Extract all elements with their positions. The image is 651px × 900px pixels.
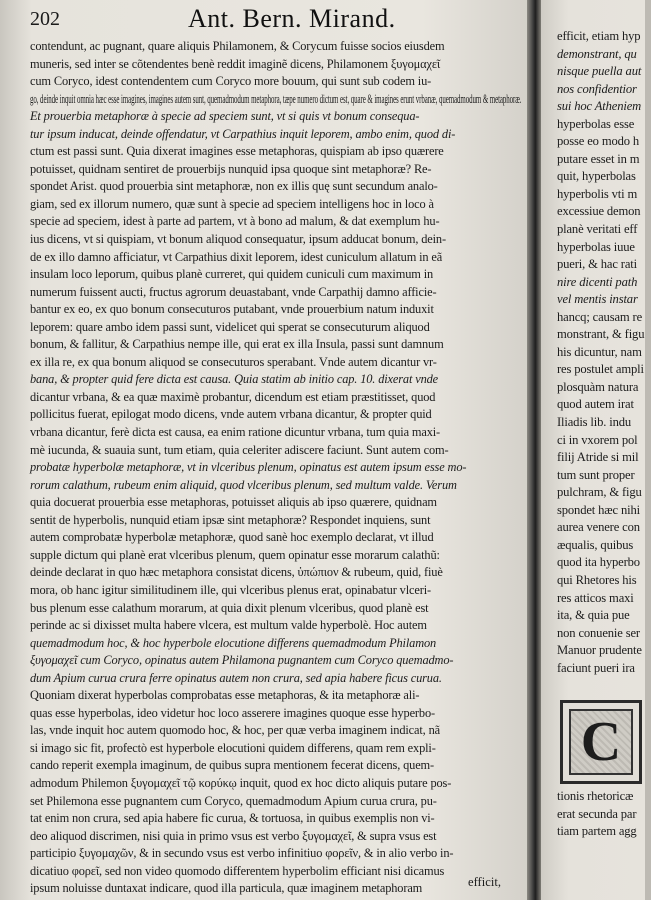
text-line: efficit, etiam hyp: [557, 29, 641, 43]
text-line: ius dicens, vt si quispiam, vt bonum aliquod consequatur, ipsum adducat bonum, dein-: [30, 232, 446, 247]
text-line: Iliadis lib. indu: [557, 415, 632, 430]
text-line: si imago sic fit, profectò est hyperbole elocutioni quidem differens, quam rem expli-: [30, 740, 436, 755]
text-line: las, vnde inquit hoc autem quomodo hoc, & hoc, per quæ verba imaginem indicat, nã: [30, 723, 440, 738]
text-line: res atticos maxi: [557, 590, 634, 605]
text-line: sui hoc Atheniem: [557, 99, 642, 114]
text-line: ex illa re, ex qua bonum aliquod se consecuturos sperabant. Vnde autem dicantur vr-: [30, 354, 437, 369]
text-line: hyperbolis vti m: [557, 186, 638, 201]
text-line: sentit de hyperbolis, nunquid etiam ipsæ sint metaphoræ? Respondet inquiens, sunt: [30, 512, 431, 527]
text-line: numerum fuissent aucti, fructus agrorum deuastabant, vnde Carpathij damno afficie-: [30, 284, 437, 299]
text-line: putare esset in m: [557, 151, 640, 166]
text-line: faciunt pueri ira: [557, 660, 635, 675]
text-line: admodum Philemon ξυγομαχεῖ τῷ κορύκῳ inquit, quod ex hoc dicto aliquis putare pos-: [30, 775, 452, 790]
text-line: de ex illo damno afficiatur, vt Carpathius dixit leporem, idest cuniculum allatum in eã: [30, 249, 443, 264]
text-line: æqualis, quibus: [557, 537, 634, 552]
text-line: his dicuntur, nam: [557, 344, 642, 359]
text-line: specie ad speciem, idest à parte ad partem, vt à bono ad malum, & dat exemplum hu-: [30, 214, 440, 229]
text-line: spondet Arist. quod prouerbia sint metaphoræ, non ex illis quę sunt secundum analo-: [30, 179, 438, 194]
text-line: pollicitus fuerat, epilogat modo dicens, vnde autem vrbana dicantur, & propter quid: [30, 407, 432, 422]
text-line: tat enim non crura, sed apia habere fic curua, & tortuosa, in quibus exemplis non vi-: [30, 811, 435, 826]
text-line: cando reperit exempla imaginum, de quibus supra mentionem fecerat dicens, quem-: [30, 758, 435, 773]
text-line: participio ξυγομαχῶν, & in secundo vsus est verbo infinitiuo φορεῖν, & in alio verbo in-: [30, 846, 454, 861]
text-line: perinde ac si dixisset multa habere vlcera, est multum valde hyperbolè. Hoc autem: [30, 618, 427, 633]
text-line: quod ita hyperbo: [557, 555, 640, 570]
text-line: autem comprobatæ hyperbolæ metaphoræ, quod sanè hoc exemplo declarat, vt illud: [30, 530, 434, 545]
text-line: dicatiuo φορεῖ, sed non video quomodo differentem hyperbolim efficiant nisi dicamus: [30, 863, 445, 878]
text-line: aurea venere con: [557, 520, 640, 535]
text-line: rorum calathum, rubeum enim aliquid, quod vlceribus plenum, sed multum valde. Verum: [30, 477, 457, 492]
page-header: [0, 2, 528, 36]
text-line: qui Rhetores his: [557, 572, 637, 587]
text-line: quod autem irat: [557, 397, 634, 412]
text-line: bonum, & fallitur, & Carpathius nempe ille, qui erat ex illa Insula, passi sunt damnum: [30, 337, 444, 352]
text-line: ctum est passi sunt. Quia dixerat imagines esse metaphoras, quispiam ab ipso quærere: [30, 144, 444, 159]
text-line: supple dictum qui planè erat vlceribus plenum, quem opinatur esse morarum calathũ:: [30, 547, 440, 562]
text-line: plosquàm natura: [557, 379, 639, 394]
running-title: Ant. Bern. Mirand.: [188, 4, 396, 33]
text-line: hyperbolas iuue: [557, 239, 635, 254]
text-line: ci in vxorem pol: [557, 432, 638, 447]
text-line: posse eo modo h: [557, 134, 640, 149]
text-line: spondet hæc nihi: [557, 502, 640, 517]
decorated-initial: [560, 700, 642, 784]
text-line: dum Apium curua crura ferre opinatus autem non crura, sed apia habere ficus curua.: [30, 670, 442, 685]
text-line: deinde declarat in quo hæc metaphora consistat dicens, ὑπώπιον & rubeum, quid, fiuè: [30, 565, 443, 580]
book-gutter: [527, 0, 541, 900]
right-body-text: [541, 28, 644, 677]
text-line: quia docuerat prouerbia esse metaphoras, potuisset aliquis ab ipso quærere, quidnam: [30, 495, 437, 510]
text-line: res postulet ampli: [557, 362, 644, 377]
text-line: bantur ex eo, ex quo bonum consecuturos putabant, vnde prouerbium natum induxit: [30, 302, 434, 317]
text-line: insulam loco leporum, quibus planè curreret, qui quidem cuniculi cum maximum in: [30, 267, 434, 282]
text-line: nisque puella aut: [557, 64, 642, 79]
text-line: giam, sed ex illorum numero, quæ sunt à specie ad speciem intelligens hoc in loco à: [30, 196, 434, 211]
text-line: monstrant, & figu: [557, 327, 645, 342]
text-line: quit, hyperbolas: [557, 169, 636, 184]
text-line: deo aliquod discrimen, nisi quia in primo vsus est verbo ξυγομαχεῖ, & supra vsus est: [30, 828, 437, 843]
text-line: demonstrant, qu: [557, 46, 637, 61]
page-edge: [645, 0, 651, 900]
text-line: leporem: quare ambo idem passi sunt, videlicet qui sperat se consecuturum aliquod: [30, 319, 430, 334]
text-line: tur ipsum inducat, deinde offendatur, vt Carpathius inquit leporem, ambo enim, quod di-: [30, 126, 456, 141]
text-line: Quoniam dixerat hyperbolas comprobatas esse metaphoras, & ita metaphoræ ali-: [30, 688, 420, 703]
text-line: planè veritati eff: [557, 222, 638, 237]
text-line: go, deinde inquit omnia hæc esse imagines, imagines autem sunt, quemadmodum metaphora, tæpe numero dictum est, quare & imagines erunt vrbanæ, quemadmodum & metaphoræ.: [30, 91, 522, 106]
catchword: efficit,: [468, 875, 501, 889]
text-line: Manuor prudente: [557, 643, 642, 658]
text-line: bus plenum esse calathum morarum, at quia dixit plenum vlceribus, quod planè est: [30, 600, 429, 615]
text-line: ita, & quia pue: [557, 608, 630, 623]
text-line: hancq; causam re: [557, 309, 643, 324]
text-line: ξυγομαχεῖ cum Coryco, opinatus autem Philamona pugnantem cum Coryco quemadmo-: [30, 653, 454, 668]
initial-letter: C: [580, 711, 622, 773]
text-line: dicantur vrbana, & ea quæ maximè probantur, dicendum est etiam præstitisset, quod: [30, 389, 436, 404]
text-line: quemadmodum hoc, & hoc hyperbole elocutione differens quemadmodum Philamon: [30, 635, 437, 650]
text-line: contendunt, ac pugnant, quare aliquis Philamonem, & Corycum fuisse socios eiusdem: [30, 39, 445, 53]
text-line: hyperbolas esse: [557, 116, 635, 131]
text-line: muneris, sed inter se cõtendentes benè reddit imaginẽ dicens, Philamonem ξυγομαχεῖ: [30, 56, 441, 71]
page-number: 202: [30, 8, 60, 30]
text-line: erat secunda par: [557, 806, 637, 821]
text-line: quas esse hyperbolas, ideo videtur hoc loco asserere imagines quoque esse hyperbo-: [30, 705, 435, 720]
text-line: vel mentis instar: [557, 292, 638, 307]
text-line: set Philemona esse pugnantem cum Coryco, quemadmodum Apium curua crura, pu-: [30, 793, 437, 808]
text-line: vrbana dicantur, ferè dicta est causa, ea enim ratione dicuntur vrbana, tum quia maxi-: [30, 425, 441, 440]
text-line: Et prouerbia metaphoræ à specie ad speciem sunt, vt si quis vt bonum consequa-: [30, 109, 420, 124]
text-line: tiam partem agg: [557, 824, 637, 839]
text-line: mè iucunda, & suauia sunt, tum etiam, quia celeriter adiscere faciunt. Sunt autem com-: [30, 442, 449, 457]
text-line: non conuenie ser: [557, 625, 640, 640]
text-line: mora, ob hanc igitur similitudinem ille, qui vlceribus plenus erat, opinabatur vlceri-: [30, 582, 431, 597]
text-line: excessiue demon: [557, 204, 641, 219]
text-line: potuisset, quidnam sentiret de prouerbijs nunquid ipsa quoque sint metaphoræ? Re-: [30, 161, 432, 176]
left-body-text: [30, 38, 528, 898]
text-line: bana, & propter quid fere dicta est causa. Quia statim ab initio cap. 10. dixerat vnde: [30, 372, 439, 387]
text-line: nos confidentior: [557, 81, 637, 96]
text-line: probatæ hyperbolæ metaphoræ, vt in vlceribus plenum, opinatus est autem ipsum esse mo-: [30, 460, 467, 475]
text-line: tionis rhetoricæ: [557, 789, 634, 803]
text-line: ipsum noluisse duntaxat indicare, quod illa particula, quæ imaginem metaphoram: [30, 881, 423, 896]
text-line: tum sunt proper: [557, 467, 635, 482]
text-line: pueri, & hac rati: [557, 257, 637, 272]
text-line: nire dicenti path: [557, 274, 638, 289]
right-body-text-lower: [541, 788, 637, 841]
text-line: filij Atride si mil: [557, 450, 639, 465]
text-line: pulchram, & figu: [557, 485, 642, 500]
text-line: cum Coryco, idest contendentem cum Coryco more bouum, qui sunt sub codem iu-: [30, 74, 432, 89]
